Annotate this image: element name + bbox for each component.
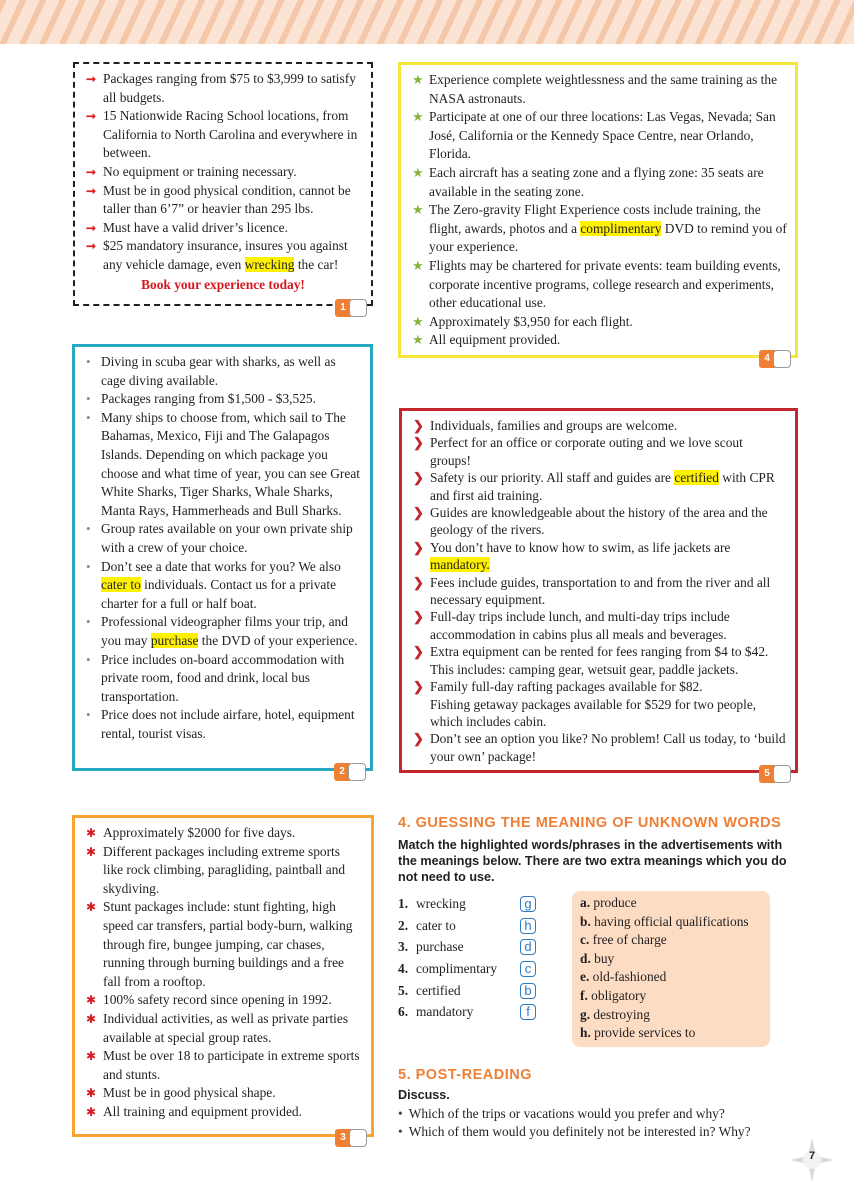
list-item: ✱ All training and equipment provided. <box>83 1103 363 1122</box>
item-number: 6. <box>398 1004 409 1020</box>
list-item: ❯ Individuals, families and groups are welcome. <box>413 418 678 433</box>
meaning-item: d. buy <box>580 950 615 966</box>
book-cta: Book your experience today! <box>141 276 305 292</box>
match-row <box>398 915 568 937</box>
list-item: ❯ Guides are knowledgeable about the history of the area and the geology of the rivers. <box>413 505 768 538</box>
stunt-bullet-icon: ✱ <box>86 844 97 859</box>
box-number: 1 <box>335 299 351 317</box>
list-item: ✱ Stunt packages include: stunt fighting, high speed car transfers, partial body-burn, walking through fire, bungee jumping, car chases, running through burning buildings and a free fall from a rooftop. <box>86 899 353 989</box>
highlighted-word: cater to <box>101 577 141 593</box>
tick-checkbox[interactable] <box>349 1129 367 1147</box>
box-tab <box>334 763 366 781</box>
highlighted-word: mandatory. <box>430 557 490 573</box>
highlighted-word: wrecking <box>244 256 295 272</box>
bullet-icon: • <box>86 614 91 630</box>
star-icon: ★ <box>412 332 424 348</box>
box-number: 3 <box>335 1129 351 1147</box>
section-4-instruction: Match the highlighted words/phrases in the advertisements with the meanings below. There are two extra meanings which you do not need to use. <box>398 838 787 884</box>
highlighted-word: certified <box>674 470 719 486</box>
match-row <box>398 958 568 980</box>
list-item: ★ Each aircraft has a seating zone and a flying zone: 35 seats are available in the seating zone. <box>412 164 764 199</box>
chevron-right-icon: ❯ <box>413 539 424 555</box>
stunt-bullet-icon: ✱ <box>86 1049 97 1064</box>
item-word: purchase <box>416 939 464 955</box>
stunt-bullet-icon: ✱ <box>86 1011 97 1026</box>
meaning-item: a. produce <box>580 895 637 910</box>
advert-box-2 <box>72 344 373 777</box>
list-item: ★ Participate at one of our three locations: Las Vegas, Nevada; San José, California or the Kennedy Space Centre, near Orlando, Florida. <box>412 109 776 162</box>
list-item: • Group rates available on your own private ship with a crew of your choice. <box>86 521 353 555</box>
list-item: • Professional videographer films your trip, and you may purchase the DVD of your experience. <box>86 614 358 648</box>
list-item: ✱ 100% safety record since opening in 1992. <box>83 991 363 1010</box>
list-item: • Price does not include airfare, hotel, equipment rental, tourist visas. <box>86 707 355 741</box>
advert-list <box>409 71 787 350</box>
advert-list <box>83 353 362 743</box>
list-item: ➞ $25 mandatory insurance, insures you against any vehicle damage, even wrecking the car! <box>86 238 348 272</box>
star-icon: ★ <box>412 313 424 329</box>
list-item: • Many ships to choose from, which sail to The Bahamas, Mexico, Fiji and The Galapagos Islands. Depending on which package you choose and what time of year, you can see Great White Sharks, Tiger Sharks, Whale Sharks, Manta Rays, Hammerheads and Bull Sharks. <box>86 409 360 518</box>
decorative-banner <box>0 0 854 44</box>
list-item: • Which of the trips or vacations would you prefer and why? <box>398 1106 725 1121</box>
section-5-subtitle: Discuss. <box>398 1088 450 1102</box>
list-item: ❯ Extra equipment can be rented for fees ranging from $4 to $42. This includes: camping gear, wetsuit gear, paddle jackets. <box>413 644 769 677</box>
stunt-bullet-icon: ✱ <box>86 900 97 915</box>
box-tab <box>759 765 791 783</box>
list-item: • Diving in scuba gear with sharks, as well as cage diving available. <box>86 354 336 388</box>
star-icon: ★ <box>412 109 424 125</box>
list-item: ❯ Family full-day rafting packages available for $82. Fishing getaway packages available for $529 for two people, which includes cabin. <box>413 679 757 729</box>
chevron-right-icon: ❯ <box>413 574 424 590</box>
arrow-icon: ➞ <box>86 164 97 179</box>
list-item: ✱ Different packages including extreme sports like rock climbing, paragliding, paintball and skydiving. <box>86 843 346 896</box>
meaning-item: f. obligatory <box>580 987 647 1003</box>
highlighted-word: purchase <box>150 632 199 648</box>
answer-box[interactable]: g <box>520 896 536 912</box>
list-item: ✱ Approximately $2000 for five days. <box>83 824 363 843</box>
list-item: ✱ Must be over 18 to participate in extreme sports and stunts. <box>86 1048 360 1082</box>
bullet-icon: • <box>86 521 91 537</box>
stunt-bullet-icon: ✱ <box>86 1104 97 1119</box>
list-item: ➞ Must have a valid driver’s licence. <box>83 219 363 238</box>
arrow-icon: ➞ <box>86 72 97 86</box>
arrow-icon: ➞ <box>86 220 97 235</box>
meaning-item: e. old-fashioned <box>580 969 667 985</box>
list-item: ➞ Must be in good physical condition, cannot be taller than 6’7” or heavier than 295 lbs. <box>86 182 351 217</box>
box-tab <box>759 350 791 368</box>
chevron-right-icon: ❯ <box>413 418 424 433</box>
list-item: ★ Flights may be chartered for private events: team building events, corporate incentive programs, college research and experiments, other educational use. <box>412 257 781 311</box>
word-list <box>398 893 568 1023</box>
item-word: complimentary <box>416 960 498 976</box>
meaning-item: b. having official qualifications <box>580 913 749 929</box>
star-icon: ★ <box>412 164 424 180</box>
list-item: ★ Experience complete weightlessness and the same training as the NASA astronauts. <box>412 72 778 106</box>
star-icon: ★ <box>412 72 424 87</box>
meaning-item: c. free of charge <box>580 932 667 948</box>
item-number: 1. <box>398 895 409 911</box>
match-row <box>398 1001 568 1023</box>
chevron-right-icon: ❯ <box>413 470 424 486</box>
list-item: ➞ 15 Nationwide Racing School locations, from California to North Carolina and everywhere in between. <box>86 108 358 161</box>
meanings-panel <box>572 891 770 1047</box>
tick-checkbox[interactable] <box>773 350 791 368</box>
list-item: • Price includes on-board accommodation with private room, food and drink, local bus transportation. <box>86 651 345 704</box>
item-number: 2. <box>398 917 409 933</box>
highlighted-word: complimentary <box>580 220 662 236</box>
bullet-icon: • <box>86 651 91 667</box>
section-4-title: 4. GUESSING THE MEANING OF UNKNOWN WORDS <box>398 815 782 831</box>
box-number: 5 <box>759 765 775 783</box>
list-item: ❯ Don’t see an option you like? No problem! Call us today, to ‘build your own’ package! <box>413 731 786 764</box>
arrow-icon: ➞ <box>86 239 97 254</box>
meaning-item: g. destroying <box>580 1006 650 1022</box>
tick-checkbox[interactable] <box>349 299 367 317</box>
stunt-bullet-icon: ✱ <box>86 826 97 840</box>
advert-box-1 <box>73 62 373 313</box>
advert-list <box>83 824 363 1122</box>
bullet-icon: • <box>86 409 91 425</box>
star-icon: ★ <box>412 202 424 218</box>
tick-checkbox[interactable] <box>348 763 366 781</box>
arrow-icon: ➞ <box>86 183 97 198</box>
meaning-item: h. provide services to <box>580 1025 696 1041</box>
discussion-questions <box>398 1105 818 1141</box>
box-tab <box>335 299 367 317</box>
list-item: ❯ Safety is our priority. All staff and guides are certified with CPR and first aid training. <box>413 470 775 503</box>
item-word: mandatory <box>416 1004 474 1020</box>
list-item: ★ Approximately $3,950 for each flight. <box>409 313 787 332</box>
match-row <box>398 980 568 1002</box>
list-item: ❯ Fees include guides, transportation to and from the river and all necessary equipment. <box>413 574 771 608</box>
match-row <box>398 893 568 915</box>
item-word: cater to <box>416 917 456 933</box>
advert-box-4 <box>398 62 798 364</box>
stunt-bullet-icon: ✱ <box>86 993 97 1008</box>
bullet-icon: • <box>86 354 91 369</box>
bullet-icon: • <box>86 391 91 407</box>
box-number: 2 <box>334 763 350 781</box>
tick-checkbox[interactable] <box>773 765 791 783</box>
list-item: • Packages ranging from $1,500 - $3,525. <box>83 390 362 409</box>
answer-box[interactable]: h <box>520 918 536 934</box>
item-number: 4. <box>398 960 409 976</box>
chevron-right-icon: ❯ <box>413 644 424 660</box>
chevron-right-icon: ❯ <box>413 731 424 747</box>
bullet-icon: • <box>86 707 91 723</box>
bullet-icon: • <box>86 558 91 574</box>
list-item: ★ All equipment provided. <box>409 331 787 350</box>
star-icon: ★ <box>412 257 424 273</box>
list-item: ✱ Individual activities, as well as private parties available at special group rates. <box>86 1010 349 1045</box>
advert-list <box>410 417 787 765</box>
list-item: ❯ You don’t have to know how to swim, as life jackets are mandatory. <box>413 539 731 573</box>
item-word: wrecking <box>416 895 466 911</box>
item-number: 3. <box>398 939 409 955</box>
chevron-right-icon: ❯ <box>413 609 424 625</box>
chevron-right-icon: ❯ <box>413 679 424 695</box>
list-item: ❯ Perfect for an office or corporate outing and we love scout groups! <box>413 435 743 468</box>
answer-box[interactable]: c <box>520 961 536 977</box>
arrow-icon: ➞ <box>86 109 97 124</box>
item-word: certified <box>416 982 461 998</box>
list-item: • Don’t see a date that works for you? We also cater to individuals. Contact us for a private charter for a full or half boat. <box>86 558 341 611</box>
chevron-right-icon: ❯ <box>413 435 424 451</box>
answer-box[interactable]: d <box>520 939 536 955</box>
advert-box-3 <box>72 815 374 1143</box>
list-item: ✱ Must be in good physical shape. <box>83 1084 363 1103</box>
list-item: ➞ Packages ranging from $75 to $3,999 to satisfy all budgets. <box>86 71 356 105</box>
chevron-right-icon: ❯ <box>413 505 424 521</box>
box-tab <box>335 1129 367 1147</box>
list-item: ❯ Full-day trips include lunch, and multi-day trips include accommodation in cabins plus all meals and beverages. <box>413 609 730 642</box>
box-number: 4 <box>759 350 775 368</box>
page-number: 7 <box>808 1150 816 1162</box>
match-row <box>398 936 568 958</box>
advert-list <box>83 70 363 275</box>
section-5-title: 5. POST-READING <box>398 1067 532 1083</box>
list-item: ➞ No equipment or training necessary. <box>83 163 363 182</box>
item-number: 5. <box>398 982 409 998</box>
list-item: • Which of them would you definitely not be interested in? Why? <box>398 1124 751 1139</box>
advert-box-5 <box>399 408 798 779</box>
list-item: ★ The Zero-gravity Flight Experience costs include training, the flight, awards, photos and a complimentary DVD to remind you of your experience. <box>412 202 787 255</box>
answer-box[interactable]: b <box>520 983 536 999</box>
answer-box[interactable]: f <box>520 1004 536 1020</box>
stunt-bullet-icon: ✱ <box>86 1086 97 1101</box>
